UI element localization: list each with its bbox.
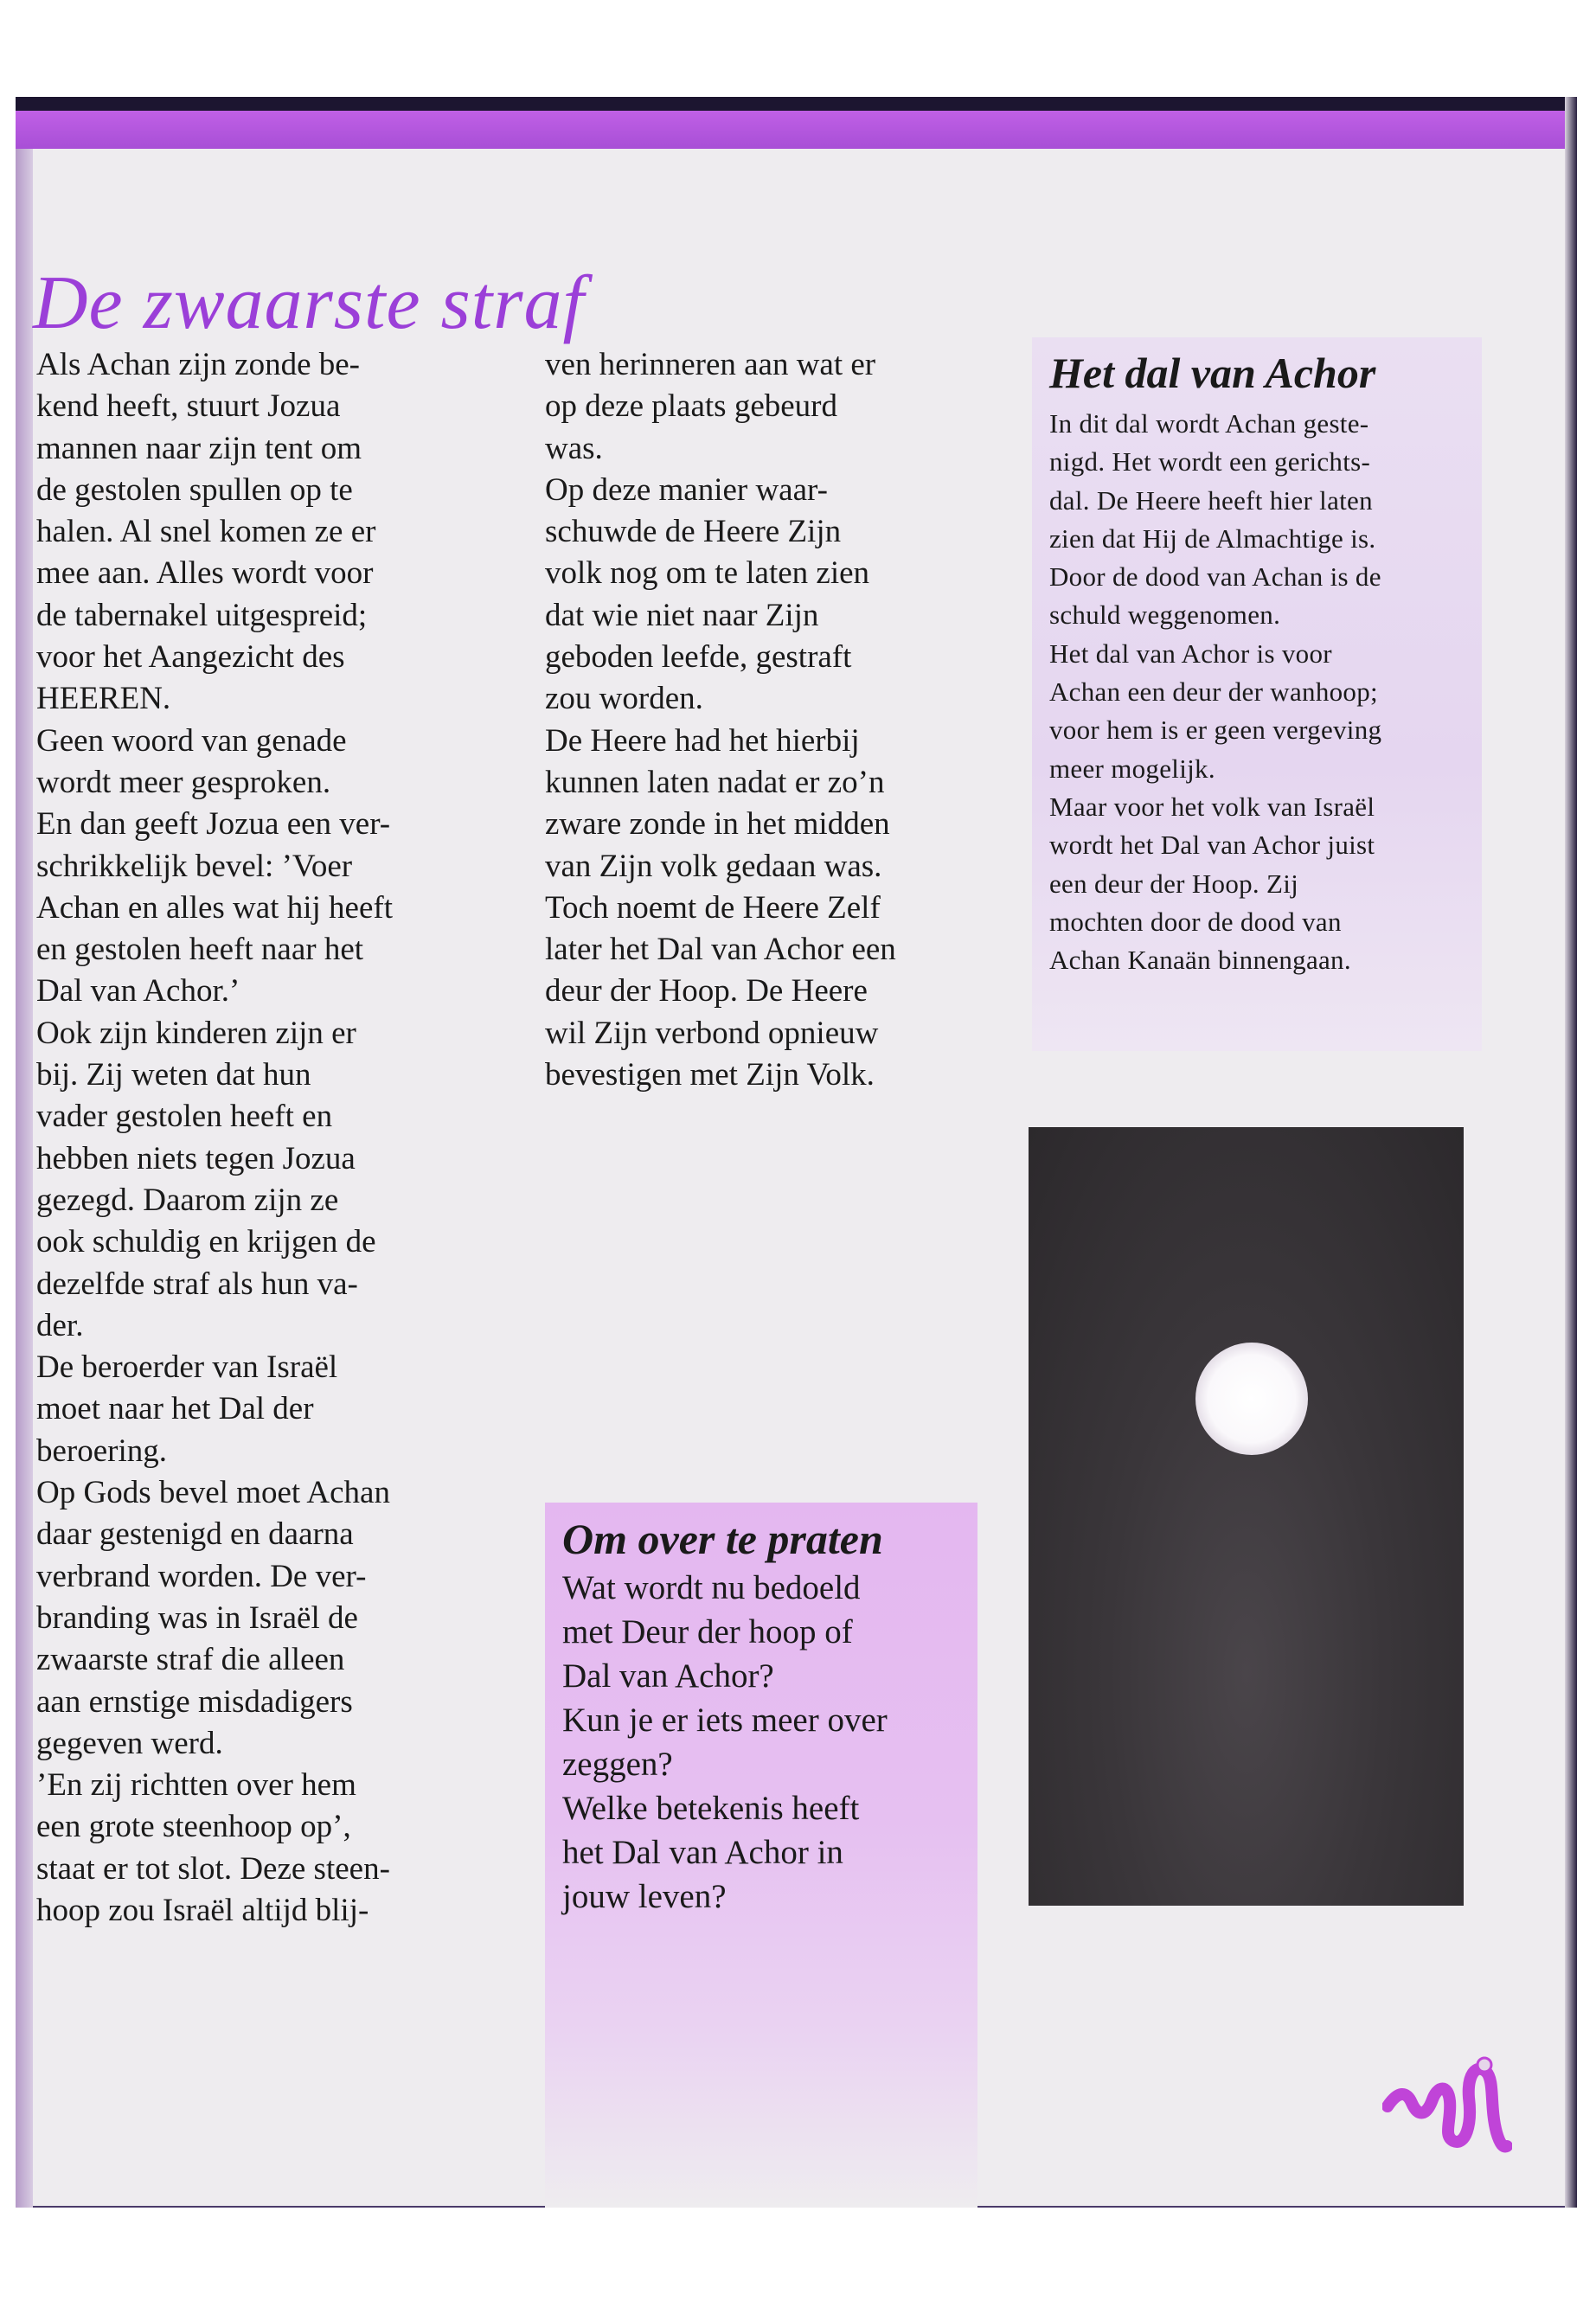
article-line: ’En zij richtten over hem (36, 1767, 356, 1804)
article-line: beroering. (36, 1433, 168, 1469)
wavy-swirl-logo-icon (1382, 2046, 1512, 2167)
article-column-1 (36, 344, 503, 1932)
article-line: later het Dal van Achor een (545, 932, 896, 968)
article-line: en gestolen heeft naar het (36, 932, 364, 968)
discussion-body (562, 1566, 977, 1919)
night-sky-photo (1029, 1127, 1464, 1906)
article-line: hebben niets tegen Jozua (36, 1140, 356, 1176)
article-line: staat er tot slot. Deze steen- (36, 1850, 390, 1887)
discussion-line: zeggen? (562, 1746, 673, 1783)
article-line: gezegd. Daarom zijn ze (36, 1182, 339, 1218)
article-line: zou worden. (545, 681, 703, 717)
article-line: zware zonde in het midden (545, 806, 890, 843)
article-line: wordt meer gesproken. (36, 764, 331, 800)
discussion-line: het Dal van Achor in (562, 1834, 843, 1871)
article-line: dat wie niet naar Zijn (545, 597, 819, 633)
discussion-heading: Om over te praten (562, 1515, 883, 1563)
sidebar-line: Door de dood van Achan is de (1049, 561, 1381, 593)
sidebar-line: schuld weggenomen. (1049, 599, 1281, 631)
article-line: vader gestolen heeft en (36, 1099, 333, 1135)
article-line: halen. Al snel komen ze er (36, 514, 376, 550)
sidebar-line: nigd. Het wordt een gerichts- (1049, 446, 1371, 478)
article-line: ook schuldig en krijgen de (36, 1224, 376, 1260)
sidebar-body (1049, 405, 1477, 979)
discussion-line: met Deur der hoop of (562, 1613, 853, 1650)
discussion-line: Welke betekenis heeft (562, 1790, 860, 1827)
article-line: dezelfde straf als hun va- (36, 1266, 358, 1302)
article-line: De beroerder van Israël (36, 1349, 338, 1386)
article-line: geboden leefde, gestraft (545, 639, 852, 676)
article-line: deur der Hoop. De Heere (545, 973, 868, 1009)
article-line: wil Zijn verbond opnieuw (545, 1015, 879, 1051)
article-title: De zwaarste straf (33, 261, 585, 345)
article-line: HEEREN. (36, 681, 171, 717)
sidebar-line: voor hem is er geen vergeving (1049, 715, 1382, 746)
article-line: Dal van Achor.’ (36, 973, 240, 1009)
discussion-line: jouw leven? (562, 1878, 727, 1915)
article-line: En dan geeft Jozua een ver- (36, 806, 391, 843)
article-line: kunnen laten nadat er zo’n (545, 764, 885, 800)
article-line: Ook zijn kinderen zijn er (36, 1015, 356, 1051)
article-line: was. (545, 430, 603, 466)
article-line: moet naar het Dal der (36, 1391, 314, 1427)
article-line: een grote steenhoop op’, (36, 1809, 351, 1845)
article-line: volk nog om te laten zien (545, 555, 870, 592)
discussion-line: Wat wordt nu bedoeld (562, 1569, 861, 1606)
article-line: schuwde de Heere Zijn (545, 514, 842, 550)
article-line: van Zijn volk gedaan was. (545, 848, 882, 884)
article-line: voor het Aangezicht des (36, 639, 345, 676)
sidebar-heading: Het dal van Achor (1049, 349, 1376, 397)
page-right-edge (1565, 97, 1577, 2208)
article-line: Geen woord van genade (36, 722, 347, 759)
sidebar-line: wordt het Dal van Achor juist (1049, 830, 1375, 861)
article-line: branding was in Israël de (36, 1599, 358, 1636)
page-left-edge (16, 149, 33, 2208)
article-line: hoop zou Israël altijd blij- (36, 1892, 369, 1928)
sidebar-line: zien dat Hij de Almachtige is. (1049, 522, 1376, 554)
top-color-band (16, 97, 1577, 149)
article-line: verbrand worden. De ver- (36, 1558, 367, 1594)
sidebar-line: een deur der Hoop. Zij (1049, 868, 1299, 899)
sidebar-line: Het dal van Achor is voor (1049, 638, 1332, 669)
article-line: der. (36, 1307, 84, 1343)
sidebar-line: Achan een deur der wanhoop; (1049, 676, 1378, 708)
article-line: bij. Zij weten dat hun (36, 1057, 311, 1093)
sidebar-line: dal. De Heere heeft hier laten (1049, 484, 1373, 516)
sidebar-line: Maar voor het volk van Israël (1049, 791, 1375, 822)
article-line: mee aan. Alles wordt voor (36, 555, 374, 592)
article-line: Als Achan zijn zonde be- (36, 347, 360, 382)
article-line: op deze plaats gebeurd (545, 388, 837, 425)
article-line: Op deze manier waar- (545, 471, 828, 508)
article-line: daar gestenigd en daarna (36, 1516, 354, 1553)
article-column-2 (545, 344, 995, 1096)
article-line: de tabernakel uitgespreid; (36, 597, 368, 633)
article-line: gegeven werd. (36, 1725, 223, 1761)
discussion-line: Kun je er iets meer over (562, 1702, 888, 1739)
sidebar-line: meer mogelijk. (1049, 753, 1215, 784)
article-line: Toch noemt de Heere Zelf (545, 889, 881, 926)
article-line: bevestigen met Zijn Volk. (545, 1057, 875, 1093)
article-line: ven herinneren aan wat er (545, 347, 876, 382)
article-line: schrikkelijk bevel: ’Voer (36, 848, 353, 884)
moon-image (1195, 1343, 1308, 1455)
sidebar-line: In dit dal wordt Achan geste- (1049, 408, 1369, 439)
article-line: kend heeft, stuurt Jozua (36, 388, 341, 425)
article-line: de gestolen spullen op te (36, 471, 353, 508)
sidebar-line: mochten door de dood van (1049, 906, 1342, 937)
article-line: Op Gods bevel moet Achan (36, 1475, 390, 1511)
article-line: De Heere had het hierbij (545, 722, 860, 759)
article-line: zwaarste straf die alleen (36, 1642, 345, 1678)
article-line: mannen naar zijn tent om (36, 430, 362, 466)
article-line: Achan en alles wat hij heeft (36, 889, 393, 926)
article-line: aan ernstige misdadigers (36, 1683, 353, 1720)
sidebar-line: Achan Kanaän binnengaan. (1049, 945, 1351, 976)
discussion-line: Dal van Achor? (562, 1657, 774, 1695)
